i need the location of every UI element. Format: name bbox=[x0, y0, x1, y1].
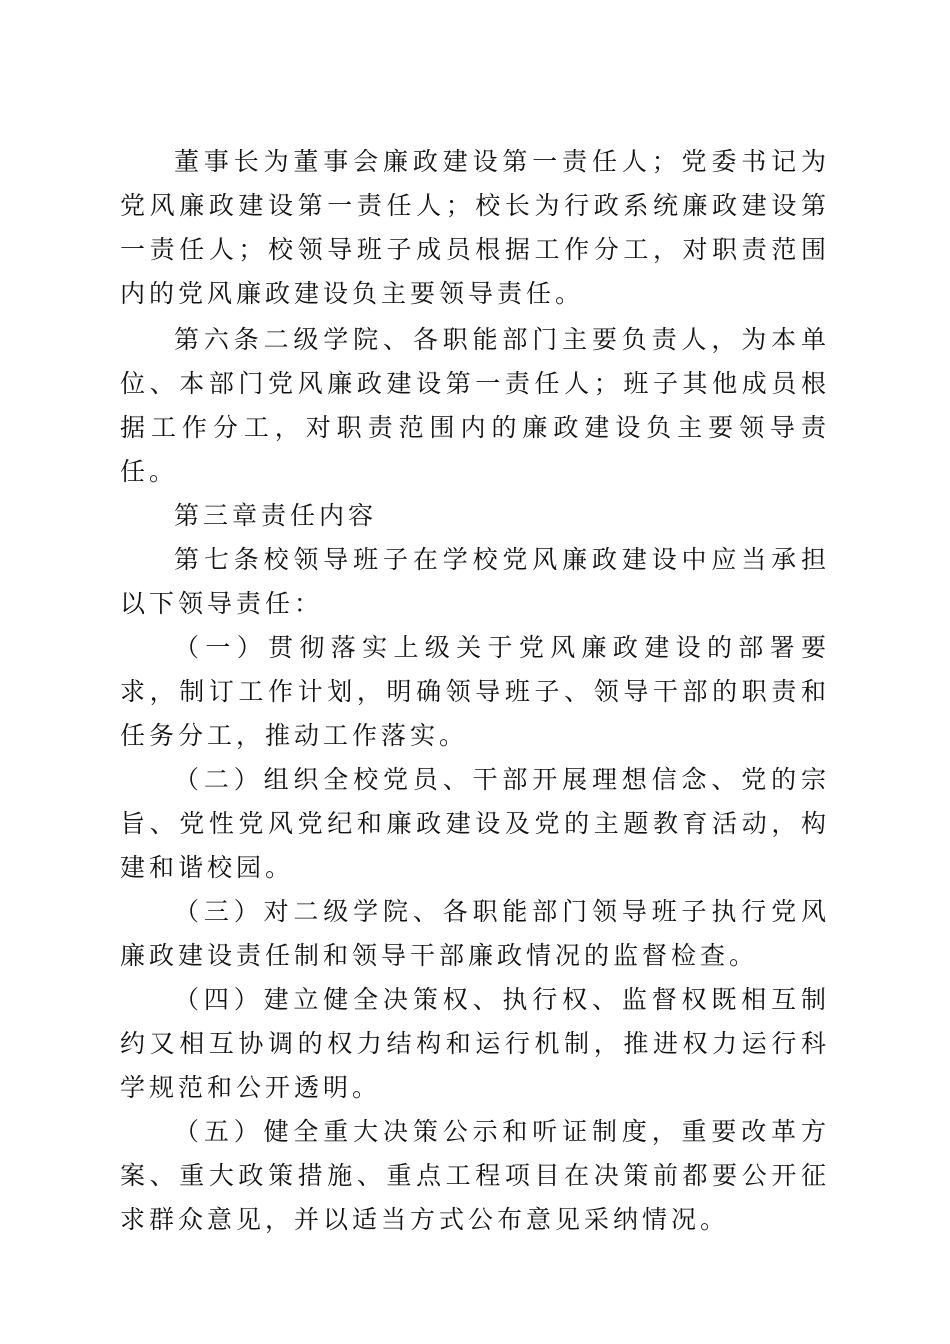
paragraph-leadership-responsibility: 董事长为董事会廉政建设第一责任人；党委书记为党风廉政建设第一责任人；校长为行政系统廉政建设第一责任人；校领导班子成员根据工作分工，对职责范围内的党风廉政建设负主要领导责任。 bbox=[120, 147, 830, 308]
chapter-heading: 第三章责任内容 bbox=[174, 501, 378, 530]
list-item-4: （四）建立健全决策权、执行权、监督权既相互制约又相互协调的权力结构和运行机制，推进权力运行科学规范和公开透明。 bbox=[120, 985, 830, 1102]
list-item-5: （五）健全重大决策公示和听证制度，重要改革方案、重大政策措施、重点工程项目在决策前都要公开征求群众意见，并以适当方式公布意见采纳情况。 bbox=[120, 1117, 830, 1234]
list-item-1: （一）贯彻落实上级关于党风廉政建设的部署要求，制订工作计划，明确领导班子、领导干部的职责和任务分工，推动工作落实。 bbox=[120, 633, 830, 750]
list-item-2: （二）组织全校党员、干部开展理想信念、党的宗旨、党性党风党纪和廉政建设及党的主题教育活动，构建和谐校园。 bbox=[120, 765, 830, 882]
document-body bbox=[120, 140, 830, 1242]
paragraph-article-7: 第七条校领导班子在学校党风廉政建设中应当承担以下领导责任： bbox=[120, 545, 830, 618]
paragraph-article-6: 第六条二级学院、各职能部门主要负责人，为本单位、本部门党风廉政建设第一责任人；班子其他成员根据工作分工，对职责范围内的廉政建设负主要领导责任。 bbox=[120, 325, 830, 486]
list-item-3: （三）对二级学院、各职能部门领导班子执行党风廉政建设责任制和领导干部廉政情况的监督检查。 bbox=[120, 897, 830, 970]
